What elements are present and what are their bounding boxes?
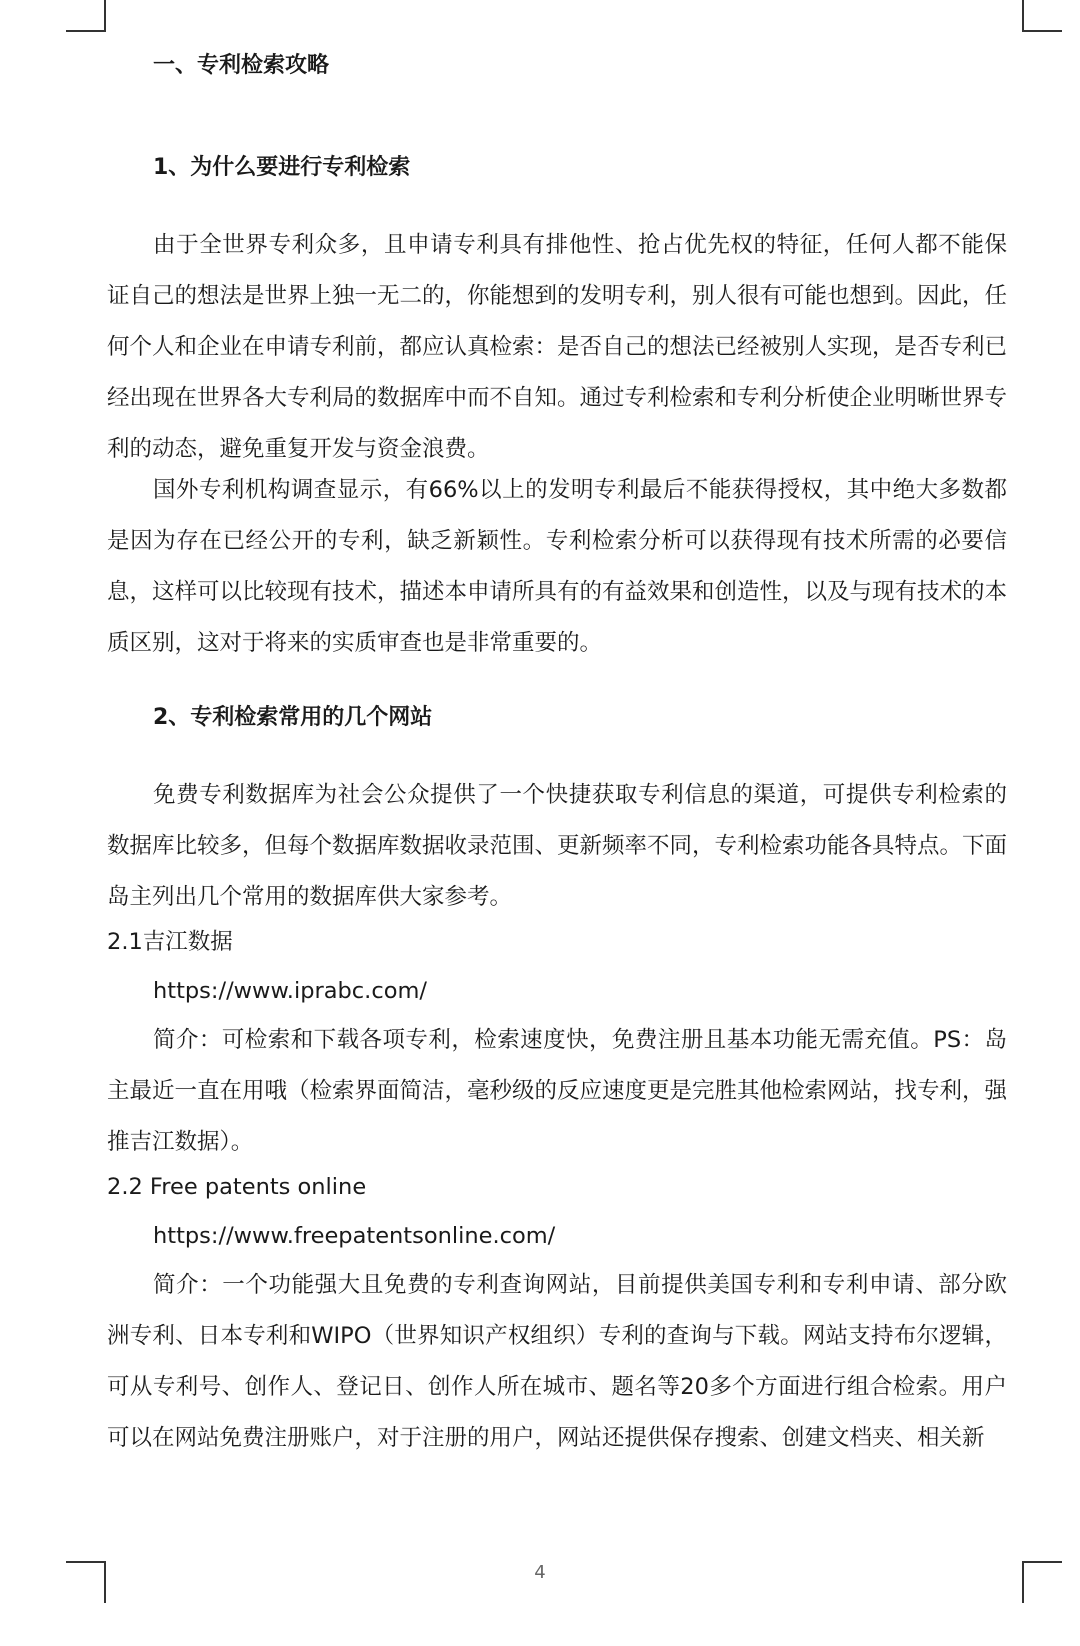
site-1-url: https://www.iprabc.com/ (153, 978, 427, 1004)
crop-mark-top-right (1022, 0, 1062, 32)
section-2-intro: 免费专利数据库为社会公众提供了一个快捷获取专利信息的渠道，可提供专利检索的数据库比较多，但每个数据库数据收录范围、更新频率不同，专利检索功能各具特点。下面岛主列出几个常用的数据库供大家参考。 (107, 782, 1008, 910)
site-2-url: https://www.freepatentsonline.com/ (153, 1223, 556, 1249)
crop-mark-top-left (66, 0, 106, 32)
section-1-paragraph-2: 国外专利机构调查显示，有66%以上的发明专利最后不能获得授权，其中绝大多数都是因为存在已经公开的专利，缺乏新颖性。专利检索分析可以获得现有技术所需的必要信息，这样可以比较现有技术，描述本申请所具有的有益效果和创造性，以及与现有技术的本质区别，这对于将来的实质审查也是非常重要的。 (107, 477, 1008, 656)
section-1-paragraph-1: 由于全世界专利众多，且申请专利具有排他性、抢占优先权的特征，任何人都不能保证自己的想法是世界上独一无二的，你能想到的发明专利，别人很有可能也想到。因此，任何个人和企业在申请专利前，都应认真检索：是否自己的想法已经被别人实现，是否专利已经出现在世界各大专利局的数据库中而不自知。通过专利检索和专利分析使企业明晰世界专利的动态，避免重复开发与资金浪费。 (107, 232, 1008, 462)
main-heading: 一、专利检索攻略 (153, 53, 330, 78)
site-2-description: 简介：一个功能强大且免费的专利查询网站，目前提供美国专利和专利申请、部分欧洲专利、日本专利和WIPO（世界知识产权组织）专利的查询与下载。网站支持布尔逻辑，可从专利号、创作人、登记日、创作人所在城市、题名等20多个方面进行组合检索。用户可以在网站免费注册账户，对于注册的用户，网站还提供保存搜索、创建文档夹、相关新 (107, 1272, 1007, 1451)
section-2-title: 2、专利检索常用的几个网站 (153, 705, 433, 730)
site-1-title: 2.1吉江数据 (107, 929, 233, 955)
section-1-title: 1、为什么要进行专利检索 (153, 155, 411, 180)
site-1-description: 简介：可检索和下载各项专利，检索速度快，免费注册且基本功能无需充值。PS：岛主最近一直在用哦（检索界面简洁，毫秒级的反应速度更是完胜其他检索网站，找专利，强推吉江数据）。 (107, 1027, 1008, 1155)
page-number: 4 (534, 1562, 546, 1583)
site-2-title: 2.2 Free patents online (107, 1174, 367, 1200)
